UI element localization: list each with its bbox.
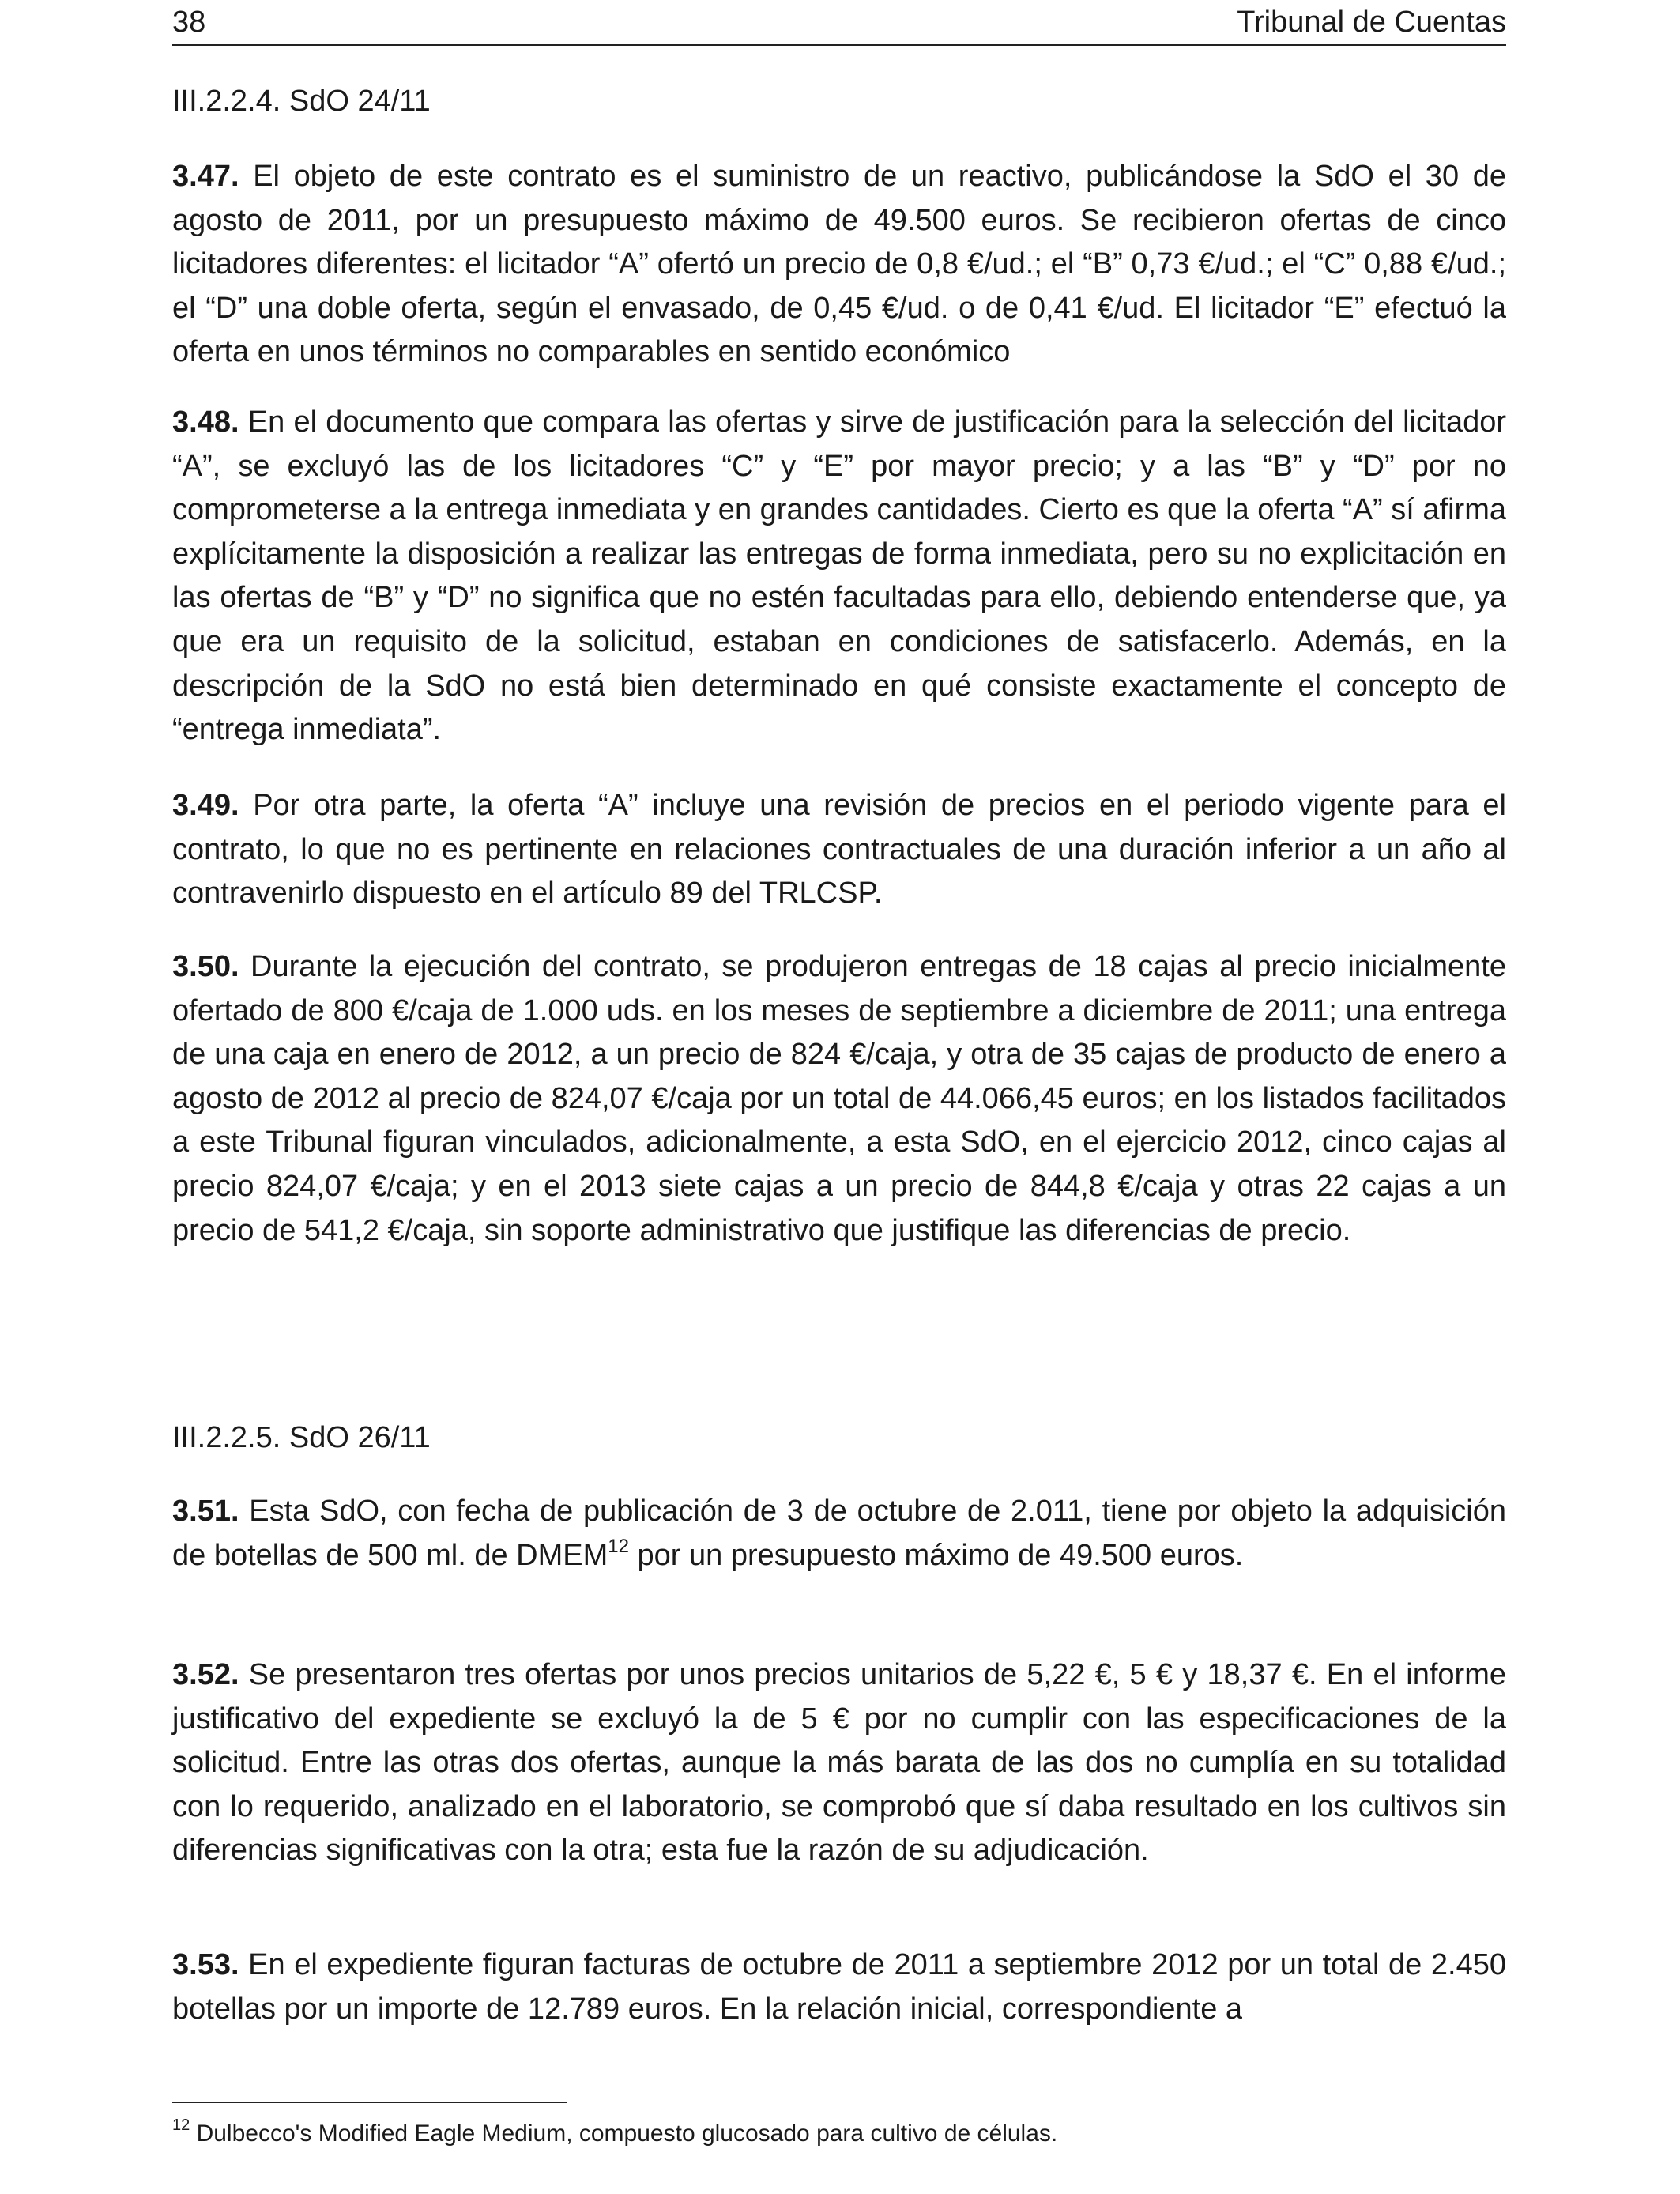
- paragraph-3-52: [172, 1653, 1506, 1873]
- paragraph-number: 3.49.: [172, 789, 239, 822]
- page-number: 38: [172, 6, 206, 39]
- paragraph-number: 3.47.: [172, 160, 239, 193]
- paragraph-text: En el expediente figuran facturas de octubre de 2011 a septiembre 2012 por un total de 2.450 botellas por un importe de 12.789 euros. En la relación inicial, correspondiente a: [172, 1948, 1506, 2026]
- paragraph-text: Por otra parte, la oferta “A” incluye una revisión de precios en el periodo vigente para el contrato, lo que no es pertinente en relaciones contractuales de una duración inferior a un año al contravenirlo dispuesto en el artículo 89 del TRLCSP.: [172, 789, 1506, 910]
- paragraph-text: Se presentaron tres ofertas por unos precios unitarios de 5,22 €, 5 € y 18,37 €. En el informe justificativo del expediente se excluyó la de 5 € por no cumplir con las especificaciones de la solicitud. Entre las otras dos ofertas, aunque la más barata de las dos no cumplía en su totalidad con lo requerido, analizado en el laboratorio, se comprobó que sí daba resultado en los cultivos sin diferencias significativas con la otra; esta fue la razón de su adjudicación.: [172, 1658, 1507, 1868]
- paragraph-3-51: [172, 1490, 1506, 1578]
- section-heading-sdo-24-11: III.2.2.4. SdO 24/11: [172, 85, 431, 118]
- paragraph-number: 3.51.: [172, 1495, 239, 1528]
- footnote-reference[interactable]: 12: [608, 1535, 629, 1557]
- footnote-separator: [172, 2102, 567, 2103]
- paragraph-number: 3.52.: [172, 1658, 239, 1691]
- paragraph-number: 3.53.: [172, 1948, 239, 1981]
- paragraph-text: Durante la ejecución del contrato, se produjeron entregas de 18 cajas al precio inicialmente ofertado de 800 €/caja de 1.000 uds. en los meses de septiembre a diciembre de 2011; una entrega de una caja en enero de 2012, a un precio de 824 €/caja, y otra de 35 cajas de producto de enero a agosto de 2012 al precio de 824,07 €/caja por un total de 44.066,45 euros; en los listados facilitados a este Tribunal figuran vinculados, adicionalmente, a esta SdO, en el ejercicio 2012, cinco cajas al precio 824,07 €/caja; y en el 2013 siete cajas a un precio de 844,8 €/caja y otras 22 cajas a un precio de 541,2 €/caja, sin soporte administrativo que justifique las diferencias de precio.: [172, 950, 1507, 1247]
- footnote-number: 12: [172, 2117, 190, 2134]
- footnote-text: Dulbecco's Modified Eagle Medium, compuesto glucosado para cultivo de células.: [190, 2120, 1058, 2147]
- paragraph-text: El objeto de este contrato es el suministro de un reactivo, publicándose la SdO el 30 de agosto de 2011, por un presupuesto máximo de 49.500 euros. Se recibieron ofertas de cinco licitadores diferentes: el licitador “A” ofertó un precio de 0,8 €/ud.; el “B” 0,73 €/ud.; el “C” 0,88 €/ud.; el “D” una doble oferta, según el envasado, de 0,45 €/ud. o de 0,41 €/ud. El licitador “E” efectuó la oferta en unos términos no comparables en sentido económico: [172, 160, 1506, 369]
- paragraph-3-47: [172, 155, 1506, 375]
- page-header: [172, 0, 1506, 46]
- footnote-12: [172, 2118, 1057, 2150]
- document-title: Tribunal de Cuentas: [1237, 6, 1506, 39]
- document-page: [172, 0, 1506, 2194]
- paragraph-text-before: Esta SdO, con fecha de publicación de 3 de octubre de 2.011, tiene por objeto la adquisición de botellas de 500 ml. de DMEM: [172, 1495, 1506, 1572]
- paragraph-text-after: por un presupuesto máximo de 49.500 euros.: [628, 1538, 1244, 1572]
- paragraph-text: En el documento que compara las ofertas y sirve de justificación para la selección del licitador “A”, se excluyó las de los licitadores “C” y “E” por mayor precio; y a las “B” y “D” por no comprometerse a la entrega inmediata y en grandes cantidades. Cierto es que la oferta “A” sí afirma explícitamente la disposición a realizar las entregas de forma inmediata, pero su no explicitación en las ofertas de “B” y “D” no significa que no estén facultadas para ello, debiendo entenderse que, ya que era un requisito de la solicitud, estaban en condiciones de satisfacerlo. Además, en la descripción de la SdO no está bien determinado en qué consiste exactamente el concepto de “entrega inmediata”.: [172, 405, 1507, 747]
- paragraph-3-49: [172, 784, 1506, 916]
- paragraph-number: 3.48.: [172, 405, 239, 439]
- section-heading-sdo-26-11: III.2.2.5. SdO 26/11: [172, 1421, 431, 1454]
- paragraph-3-48: [172, 401, 1506, 752]
- paragraph-3-53: [172, 1943, 1506, 2031]
- paragraph-number: 3.50.: [172, 950, 239, 983]
- paragraph-3-50: [172, 945, 1506, 1253]
